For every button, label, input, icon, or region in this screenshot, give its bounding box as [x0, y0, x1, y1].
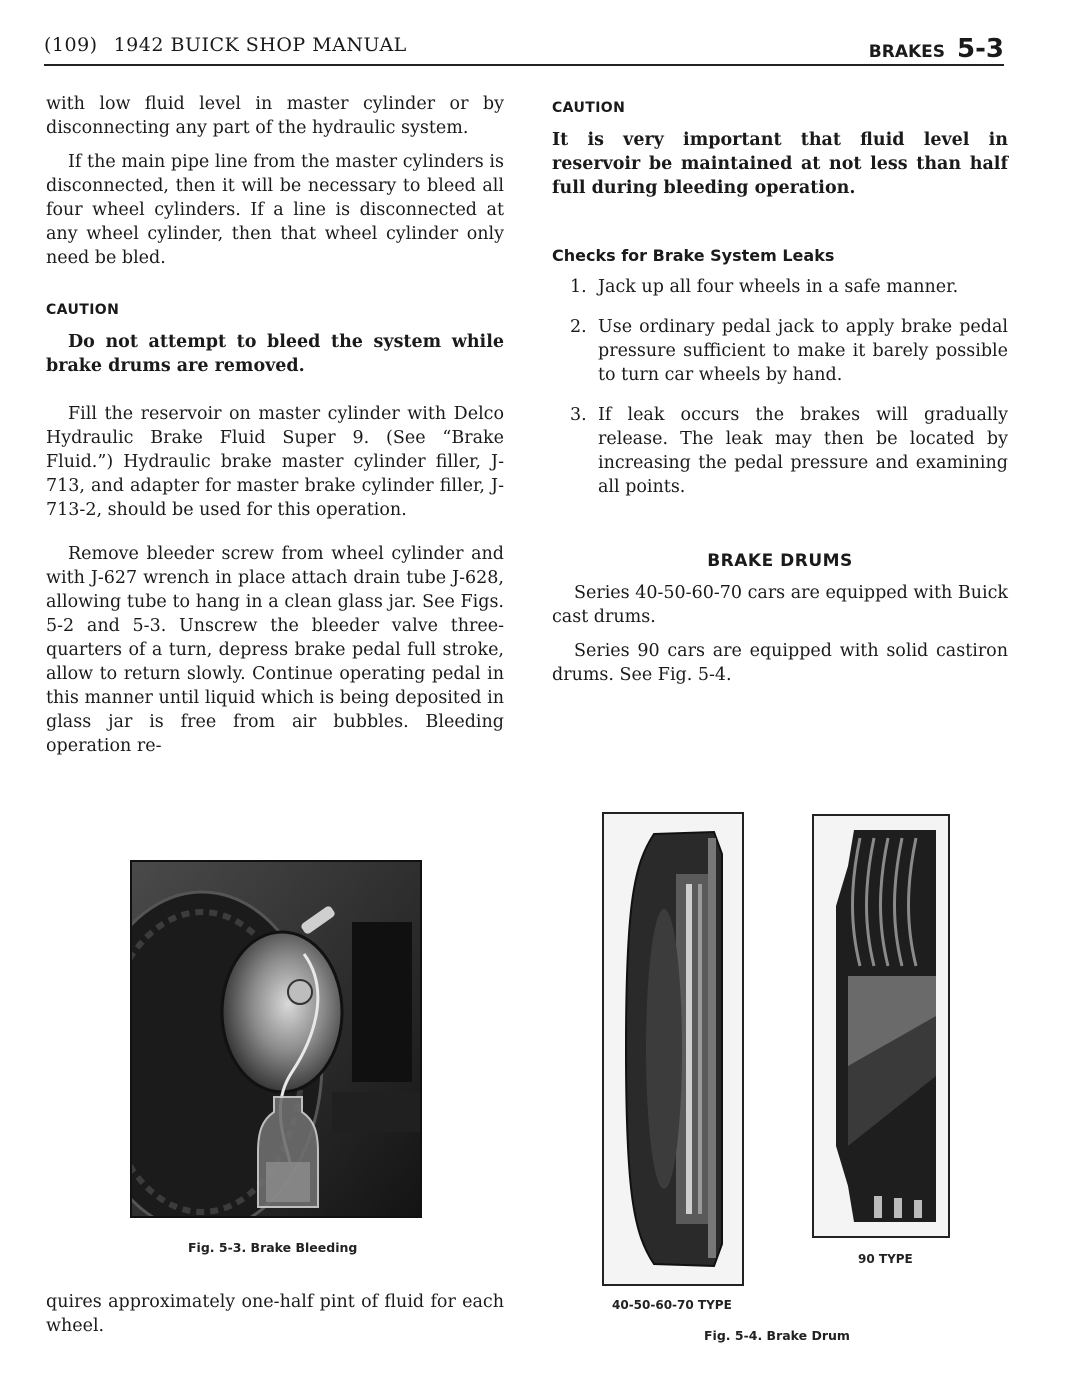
caution-text-right: It is very important that fluid level in reservoir be maintained at not less than half full during bleeding operation. — [552, 130, 1008, 198]
right-column — [552, 92, 1008, 697]
drum-label-b: 90 TYPE — [858, 1252, 913, 1266]
header-rule — [44, 64, 1004, 66]
checks-heading: Checks for Brake System Leaks — [552, 246, 835, 265]
caution-text: Do not attempt to bleed the system while brake drums are removed. — [46, 332, 504, 376]
list-item: 1. Jack up all four wheels in a safe manner. — [570, 277, 959, 297]
figure-caption-5-4: Fig. 5-4. Brake Drum — [704, 1328, 850, 1343]
paragraph-fill-reservoir: Fill the reservoir on master cylinder with Delco Hydraulic Brake Fluid Super 9. (See “Brake Fluid.”) Hydraulic brake master cylinder filler, J-713, and adapter for master brake cylinder filler, J-713-2, should be used for this operation. — [46, 404, 504, 520]
section-marker — [869, 34, 1004, 64]
brake-bleeding-photo — [130, 860, 422, 1218]
left-column — [46, 92, 504, 768]
paragraph-series-90: Series 90 cars are equipped with solid castiron drums. See Fig. 5-4. — [552, 641, 1008, 685]
caution-heading-right: CAUTION — [552, 100, 626, 116]
drum-label-a: 40-50-60-70 TYPE — [612, 1298, 732, 1312]
paragraph-series-40: Series 40-50-60-70 cars are equipped with Buick cast drums. — [552, 583, 1008, 627]
running-header — [44, 34, 407, 56]
brake-drums-heading: BRAKE DRUMS — [707, 551, 853, 571]
manual-title: 1942 BUICK SHOP MANUAL — [113, 34, 407, 56]
page-number: (109) — [44, 34, 98, 56]
drum-a-illustration — [604, 814, 742, 1284]
caution-heading: CAUTION — [46, 302, 120, 318]
drum-b-illustration — [814, 816, 948, 1236]
drum-90-type-image — [812, 814, 950, 1238]
paragraph-main-pipe: If the main pipe line from the master cylinders is disconnected, then it will be necessary to bleed all four wheel cylinders. If a line is disconnected at any wheel cylinder, then that wheel cylinder only need be bled. — [46, 152, 504, 268]
section-name: BRAKES — [868, 42, 946, 62]
drum-40-50-60-70-image — [602, 812, 744, 1286]
list-item: 2. Use ordinary pedal jack to apply brake pedal pressure sufficient to make it barely possible to turn car wheels by hand. — [570, 317, 1008, 385]
paragraph-bleeder-screw: Remove bleeder screw from wheel cylinder and with J-627 wrench in place attach drain tube J-628, allowing tube to hang in a clean glass jar. See Figs. 5-2 and 5-3. Unscrew the bleeder valve three-quarters of a turn, depress brake pedal full stroke, allow to return slowly. Continue operating pedal in this manner until liquid which is being deposited in glass jar is free from air bubbles. Bleeding operation re- — [46, 544, 504, 756]
brake-bleeding-illustration — [132, 862, 420, 1216]
list-item: 3. If leak occurs the brakes will gradually release. The leak may then be located by increasing the pedal pressure and examining all points. — [570, 405, 1008, 497]
figure-caption-5-3: Fig. 5-3. Brake Bleeding — [188, 1240, 358, 1255]
leak-check-steps — [552, 275, 1008, 499]
section-page-number: 5-3 — [957, 34, 1004, 64]
paragraph-quires: quires approximately one-half pint of fluid for each wheel. — [46, 1292, 504, 1336]
paragraph-continued: with low fluid level in master cylinder or by disconnecting any part of the hydraulic system. — [46, 94, 504, 138]
